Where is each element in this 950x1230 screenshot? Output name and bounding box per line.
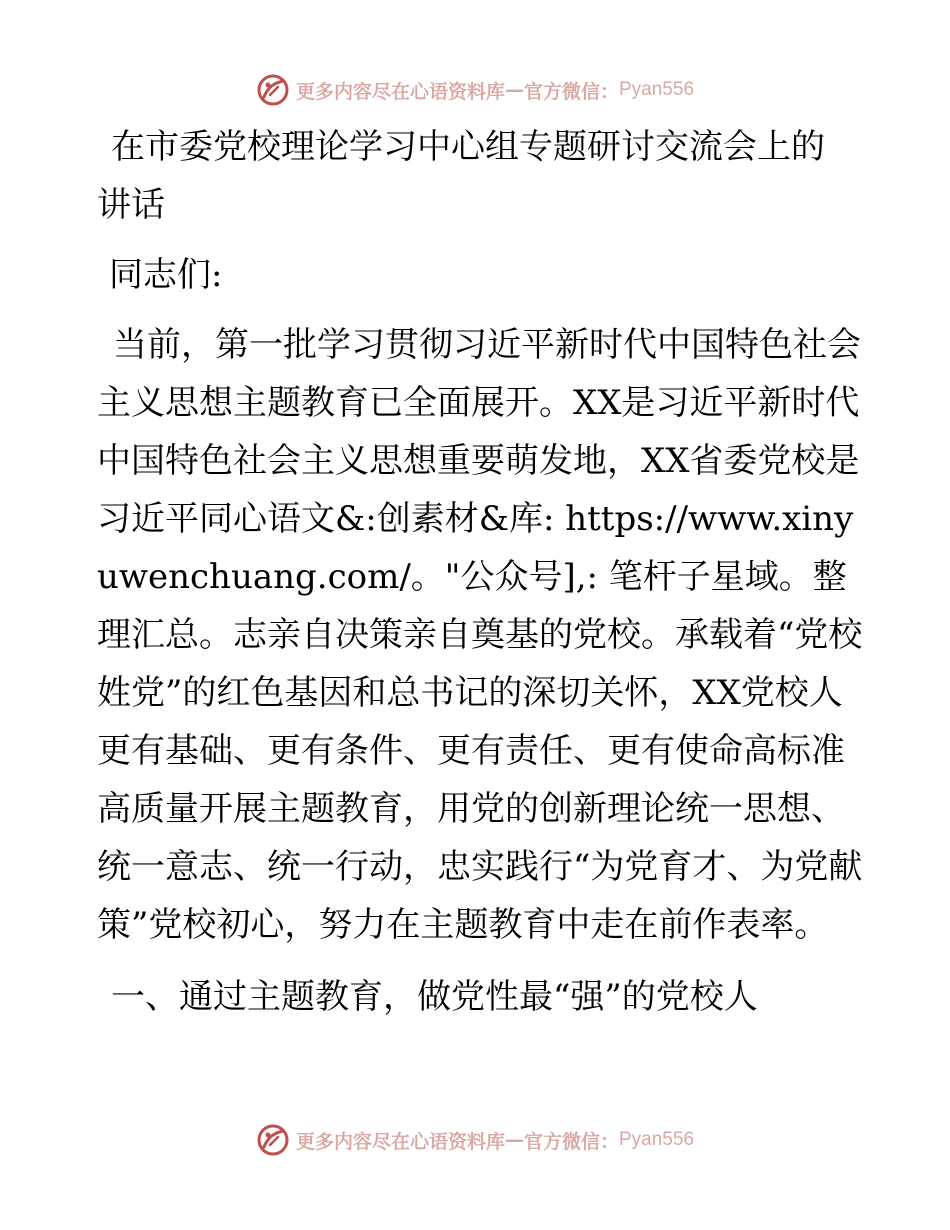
watermark-account: Pyan556 <box>619 1129 695 1150</box>
greeting: 同志们: <box>109 255 223 295</box>
watermark-sub: 官方微信： <box>523 80 619 103</box>
document-title <box>97 118 867 234</box>
watermark-account: Pyan556 <box>619 79 695 100</box>
watermark-brand: 更多内容尽在心语资料库 <box>295 80 505 103</box>
header-watermark <box>0 70 950 110</box>
watermark-dash: — <box>504 1129 524 1151</box>
title-line-2: 讲话 <box>97 185 165 225</box>
brand-logo-icon <box>256 1123 290 1157</box>
watermark-sub: 官方微信： <box>523 1130 619 1153</box>
watermark-brand: 更多内容尽在心语资料库 <box>295 1130 505 1153</box>
footer-watermark <box>0 1120 950 1160</box>
watermark-dash: — <box>504 79 524 101</box>
brand-logo-icon <box>256 73 290 107</box>
paragraph-1: 当前，第一批学习贯彻习近平新时代中国特色社会主义思想主题教育已全面展开。XX是习近平新时代中国特色社会主义思想重要萌发地，XX省委党校是习近平同心语文&:创素材&库: https://www.xinyuwenchuang.com/。"公众号],: 笔杆子星域。整理汇总。志亲自决策亲自奠基的党校。承载着“党校姓党”的红色基因和总书记的深切关怀，XX党校人更有基础、更有条件、更有责任、更有使命高标准高质量开展主题教育，用党的创新理论统一思想、统一意志、统一行动，忠实践行“为党育才、为党献策”党校初心，努力在主题教育中走在前作表率。 <box>97 325 863 945</box>
title-line-1: 在市委党校理论学习中心组专题研讨交流会上的 <box>111 127 825 167</box>
section-heading-1: 一、通过主题教育，做党性最“强”的党校人 <box>111 977 758 1017</box>
document-body <box>97 118 867 1026</box>
